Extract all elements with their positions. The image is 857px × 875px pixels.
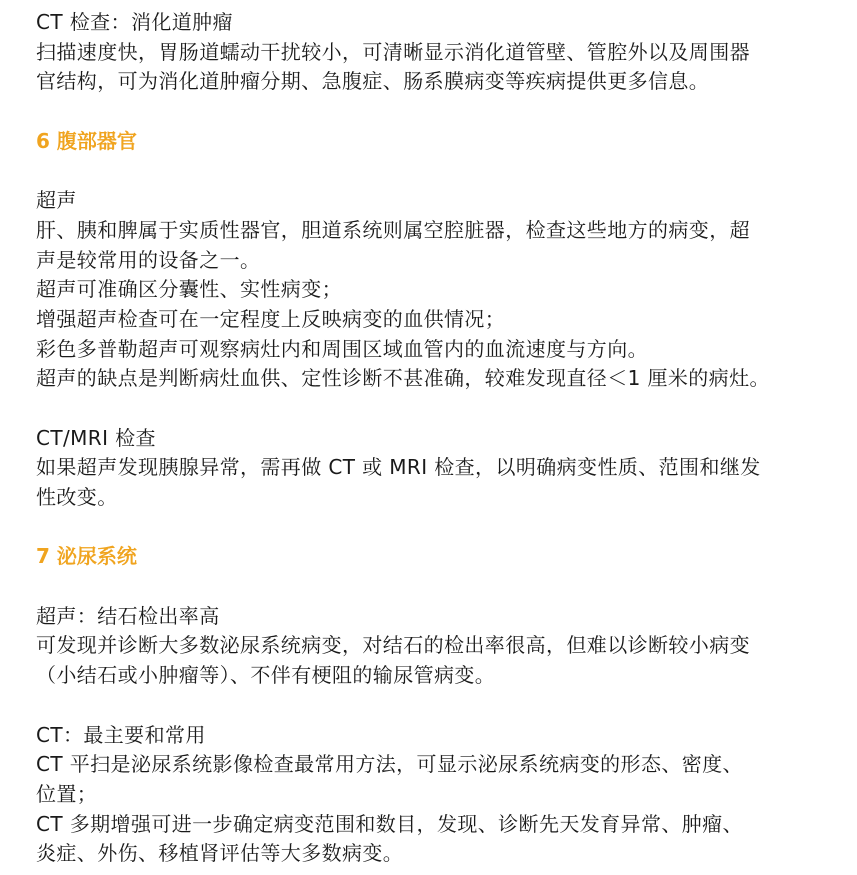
spacer bbox=[36, 394, 836, 424]
ultrasound-title: 超声 bbox=[36, 188, 77, 213]
urinary-ultrasound-line-1: 可发现并诊断大多数泌尿系统病变，对结石的检出率很高，但难以诊断较小病变 bbox=[36, 633, 750, 658]
urinary-ct-line-4: 炎症、外伤、移植肾评估等大多数病变。 bbox=[36, 841, 404, 866]
ultrasound-line-5: 彩色多普勒超声可观察病灶内和周围区域血管内的血流速度与方向。 bbox=[36, 336, 648, 361]
ultrasound-line-6: 超声的缺点是判断病灶血供、定性诊断不甚准确，较难发现直径＜1 厘米的病灶。 bbox=[36, 366, 770, 391]
ct-gi-line-1: 扫描速度快，胃肠道蠕动干扰较小，可清晰显示消化道管壁、管腔外以及周围器 bbox=[36, 39, 750, 64]
spacer bbox=[36, 513, 836, 543]
ultrasound-line-1: 肝、胰和脾属于实质性器官，胆道系统则属空腔脏器，检查这些地方的病变，超 bbox=[36, 217, 750, 242]
ct-mri-line-2: 性改变。 bbox=[36, 485, 118, 509]
spacer bbox=[36, 691, 836, 721]
section-heading-urinary-system: 7 泌尿系统 bbox=[36, 544, 137, 569]
urinary-ultrasound-title: 超声：结石检出率高 bbox=[36, 603, 220, 628]
urinary-ct-title: CT：最主要和常用 bbox=[36, 722, 206, 747]
urinary-ct-line-3: CT 多期增强可进一步确定病变范围和数目，发现、诊断先天发育异常、肿瘤、 bbox=[36, 811, 743, 836]
spacer bbox=[36, 156, 836, 186]
ct-gi-title: CT 检查：消化道肿瘤 bbox=[36, 10, 233, 34]
document-body bbox=[36, 8, 836, 869]
ultrasound-line-3: 超声可准确区分囊性、实性病变； bbox=[36, 277, 342, 302]
ct-mri-line-1: 如果超声发现胰腺异常，需再做 CT 或 MRI 检查，以明确病变性质、范围和继发 bbox=[36, 455, 761, 480]
ct-mri-title: CT/MRI 检查 bbox=[36, 425, 156, 450]
urinary-ct-line-2: 位置； bbox=[36, 781, 98, 806]
urinary-ct-line-1: CT 平扫是泌尿系统影像检查最常用方法，可显示泌尿系统病变的形态、密度、 bbox=[36, 752, 743, 777]
spacer bbox=[36, 97, 836, 127]
ultrasound-line-4: 增强超声检查可在一定程度上反映病变的血供情况； bbox=[36, 306, 506, 331]
ct-gi-line-2: 官结构，可为消化道肿瘤分期、急腹症、肠系膜病变等疾病提供更多信息。 bbox=[36, 69, 710, 94]
urinary-ultrasound-line-2: （小结石或小肿瘤等）、不伴有梗阻的输尿管病变。 bbox=[36, 663, 496, 688]
spacer bbox=[36, 572, 836, 602]
section-heading-abdominal-organs: 6 腹部器官 bbox=[36, 128, 137, 153]
ultrasound-line-2: 声是较常用的设备之一。 bbox=[36, 247, 261, 272]
